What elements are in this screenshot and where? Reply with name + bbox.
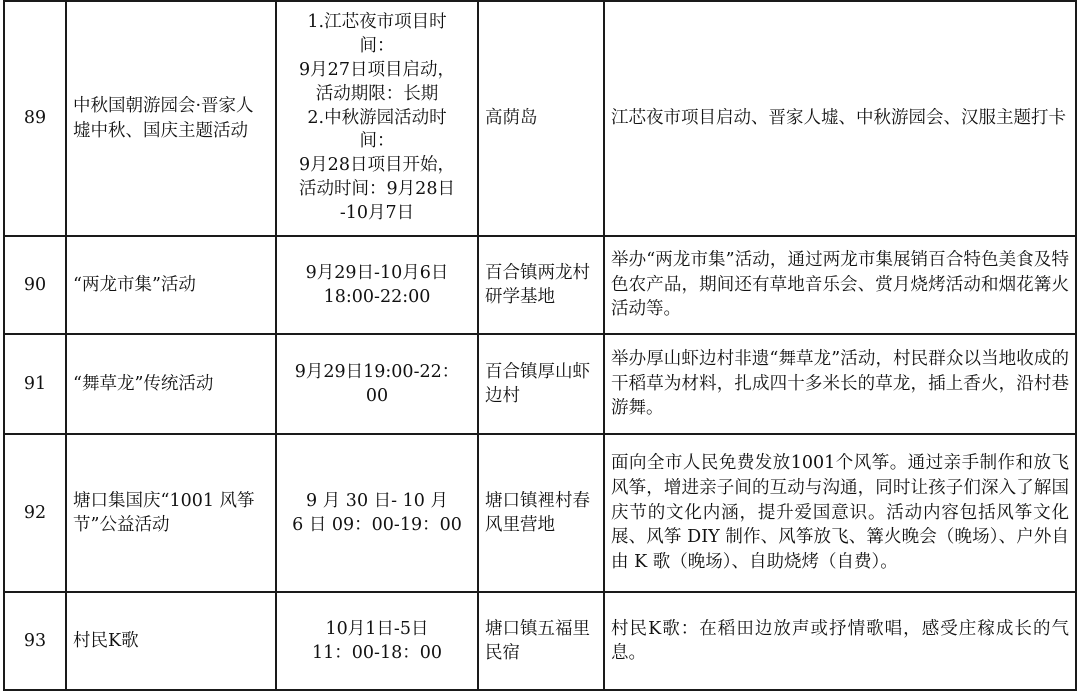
time-line: -10月7日 [339,202,415,223]
table-row [4,1,1076,236]
event-description: 举办“两龙市集”活动，通过两龙市集展销百合特色美食及特色农产品，期间还有草地音乐会、赏月烧烤活动和烟花篝火活动等。 [604,236,1076,334]
table-row [4,434,1076,592]
time-line: 9 月 30 日- 10 月 [306,490,448,511]
time-line: 9月29日19:00-22： [294,361,460,382]
event-name: 中秋国朝游园会·晋家人墟中秋、国庆主题活动 [66,1,276,236]
time-line: 10月1日-5日 [325,618,429,639]
event-description: 举办厚山虾边村非遗“舞草龙”活动，村民群众以当地收成的干稻草为材料，扎成四十多米长的草龙，插上香火，沿村巷游舞。 [604,334,1076,434]
event-place: 塘口镇裡村春风里营地 [478,434,604,592]
event-name: 塘口集国庆“1001 风筝节”公益活动 [66,434,276,592]
event-time [276,236,478,334]
row-number: 92 [4,434,66,592]
time-line: 1.江芯夜市项目时 [307,12,447,33]
event-name: “两龙市集”活动 [66,236,276,334]
event-time [276,1,478,236]
time-line: 9月27日项目启动， [299,60,455,80]
time-line: 间： [359,36,395,57]
table-row [4,236,1076,334]
row-number: 90 [4,236,66,334]
time-line: 活动时间：9月28日 [299,178,455,199]
event-place: 高荫岛 [478,1,604,236]
time-line: 间： [359,131,395,152]
events-table [3,0,1077,691]
event-description: 面向全市人民免费发放1001个风筝。通过亲手制作和放飞风筝，增进亲子间的互动与沟通，同时让孩子们深入了解国庆节的文化内涵，提升爱国意识。活动内容包括风筝文化展、风筝 DIY 制作、风筝放飞、篝火晚会（晚场）、户外自由 K 歌（晚场）、自助烧烤（自费）。 [604,434,1076,592]
time-line: 活动期限：长期 [315,83,439,104]
event-name: “舞草龙”传统活动 [66,334,276,434]
time-line: 00 [365,386,389,406]
table-row [4,334,1076,434]
event-time [276,592,478,690]
time-line: 6 日 09：00-19：00 [292,515,462,535]
event-name: 村民K歌 [66,592,276,690]
row-number: 93 [4,592,66,690]
time-line: 18:00-22:00 [323,287,431,307]
row-number: 91 [4,334,66,434]
event-place: 百合镇两龙村研学基地 [478,236,604,334]
row-number: 89 [4,1,66,236]
time-line: 2.中秋游园活动时 [307,107,447,128]
table-row [4,592,1076,690]
event-time [276,334,478,434]
time-line: 9月28日项目开始， [299,155,455,176]
time-line: 11：00-18：00 [312,643,442,663]
event-place: 塘口镇五福里民宿 [478,592,604,690]
event-description: 江芯夜市项目启动、晋家人墟、中秋游园会、汉服主题打卡 [604,1,1076,236]
event-place: 百合镇厚山虾边村 [478,334,604,434]
event-time [276,434,478,592]
event-description: 村民K歌：在稻田边放声或抒情歌唱，感受庄稼成长的气息。 [604,592,1076,690]
time-line: 9月29日-10月6日 [305,262,449,283]
